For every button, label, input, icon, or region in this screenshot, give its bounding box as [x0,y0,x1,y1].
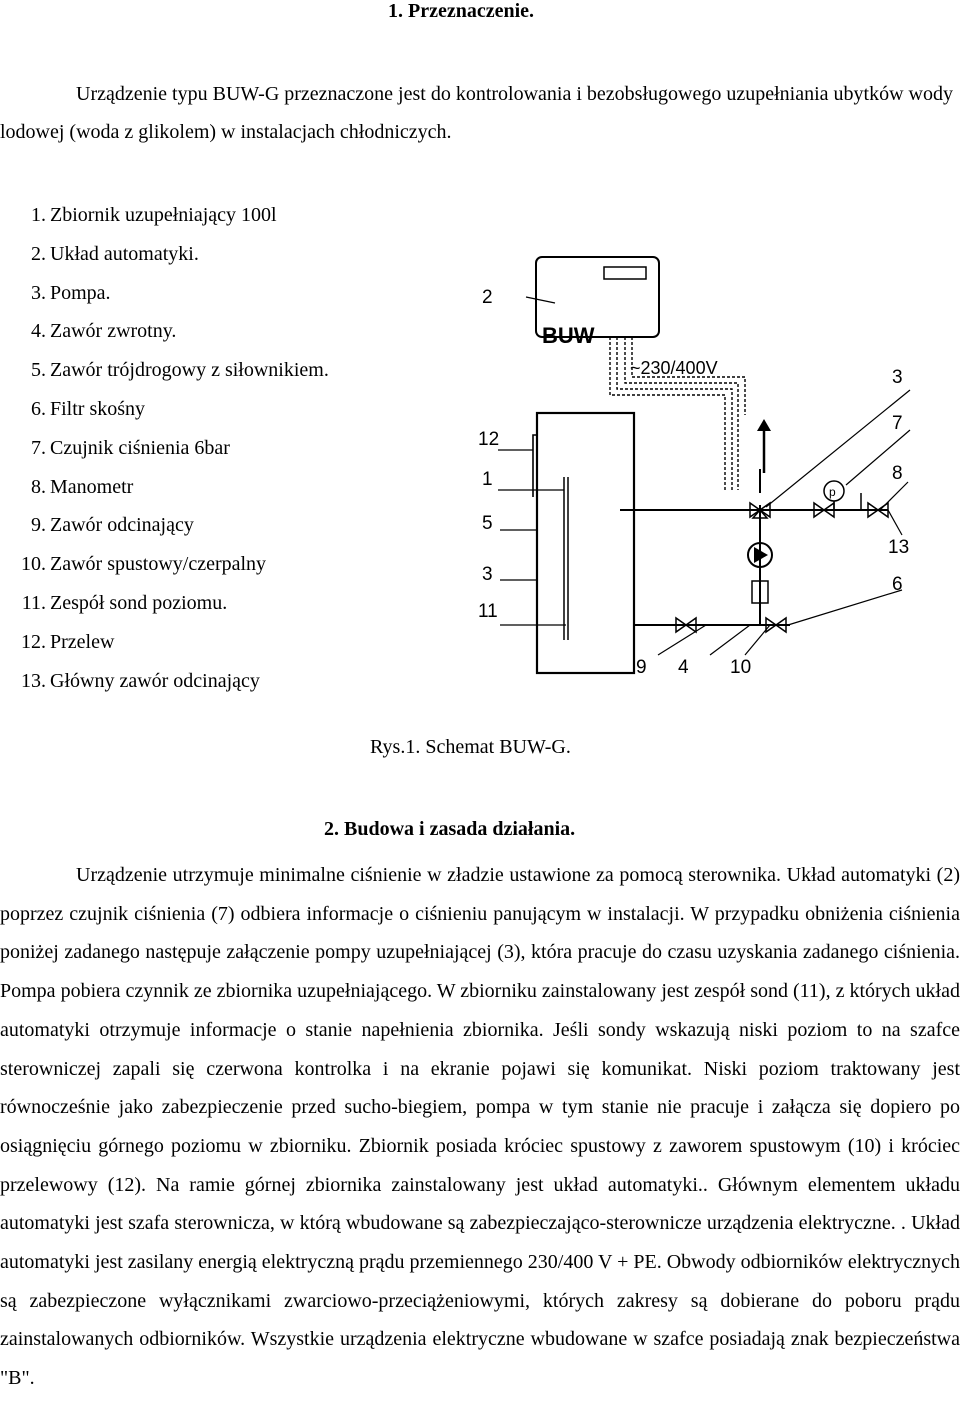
legend-item: 13. Główny zawór odcinający [21,669,260,692]
legend-item: 2. Układ automatyki. [31,242,199,265]
legend-item: 3. Pompa. [31,281,111,304]
callout-8: 8 [892,463,903,484]
component-legend [8,196,329,700]
legend-item: 1. Zbiornik uzupełniający 100l [31,204,277,226]
legend-item: 9. Zawór odcinający [31,514,194,537]
buw-label: BUW [542,323,595,348]
callout-4: 4 [678,657,689,678]
callout-3-left: 3 [482,564,493,585]
legend-item: 12. Przelew [21,630,115,653]
legend-item: 6. Filtr skośny [31,397,146,420]
callout-12: 12 [478,429,500,450]
section-2-heading: 2. Budowa i zasada działania. [324,818,576,840]
control-display [604,267,646,279]
callout-1: 1 [482,469,493,490]
tank [537,413,634,673]
callout-11: 11 [478,601,498,622]
legend-item: 4. Zawór zwrotny. [31,320,177,343]
callout-6: 6 [892,574,903,595]
callout-13: 13 [888,537,910,558]
manometer-symbol: p [829,485,836,499]
callout-2: 2 [482,287,493,308]
legend-item: 7. Czujnik ciśnienia 6bar [31,436,230,459]
voltage-label: ~230/400V [630,358,718,378]
callout-7: 7 [892,413,903,434]
callout-10: 10 [730,657,752,678]
legend-item: 5. Zawór trójdrogowy z siłownikiem. [31,359,329,382]
legend-item: 11. Zespół sond poziomu. [21,591,228,614]
legend-item: 8. Manometr [31,475,134,498]
callout-3-right: 3 [892,367,903,388]
section-1-heading: 1. Przeznaczenie. [388,0,535,22]
section-2-body: Urządzenie utrzymuje minimalne ciśnienie w zładzie ustawione za pomocą sterownika. Układ automatyki (2) poprzez czujnik ciśnienia (7) odbiera informacje o ciśnieniu panującym w instalacji. W przypadku obniżenia ciśnienia poniżej zadanego następuje załączenie pompy uzupełniającej (3), która pracuje do czasu uzyskania zadanego ciśnienia. Pompa pobiera czynnik ze zbiornika uzupełniającego. W zbiorniku zainstalowany jest zespół sond (11), z których układ automatyki otrzymuje informacje o stanie napełnienia zbiornika. Jeśli sondy wskazują niski poziom to na szafce sterowniczej zapali się czerwona kontrolka i na ekranie pojawi się komunikat. Niski poziom traktowany jest równocześnie jako zabezpieczenie przed sucho-biegiem, pompa w tym stanie nie pracuje i załącza się dopiero po osiągnięciu górnego poziomu w zbiorniku. Zbiornik posiada króciec spustowy z zaworem spustowym (10) i króciec przelewowy (12). Na ramie górnej zbiornika zainstalowany jest układ automatyki.. Głównym elementem układu automatyki jest szafa sterownicza, w którą wbudowane są zabezpieczająco-sterownicze urządzenia elektryczne. . Układ automatyki jest zasilany energią elektryczną prądu przemiennego 230/400 V + PE. Obwody odbiorników elektrycznych są zabezpieczone wyłącznikami zwarciowo-przeciążeniowymi, których zakresy są dobierane do poboru prądu zainstalowanych odbiorników. Wszystkie urządzenia elektryczne wbudowane w szafce posiadają znak bezpieczeństwa "B". [0,864,960,1390]
arrow-head [757,419,771,431]
figure-caption: Rys.1. Schemat BUW-G. [370,736,571,758]
intro-paragraph: Urządzenie typu BUW-G przeznaczone jest do kontrolowania i bezobsługowego uzupełniania ubytków wody lodowej (woda z glikolem) w instalacjach chłodniczych. [0,83,953,143]
callout-5: 5 [482,513,493,534]
legend-item: 10. Zawór spustowy/czerpalny [21,553,267,576]
callout-9: 9 [636,657,647,678]
buw-g-schematic [470,245,950,685]
